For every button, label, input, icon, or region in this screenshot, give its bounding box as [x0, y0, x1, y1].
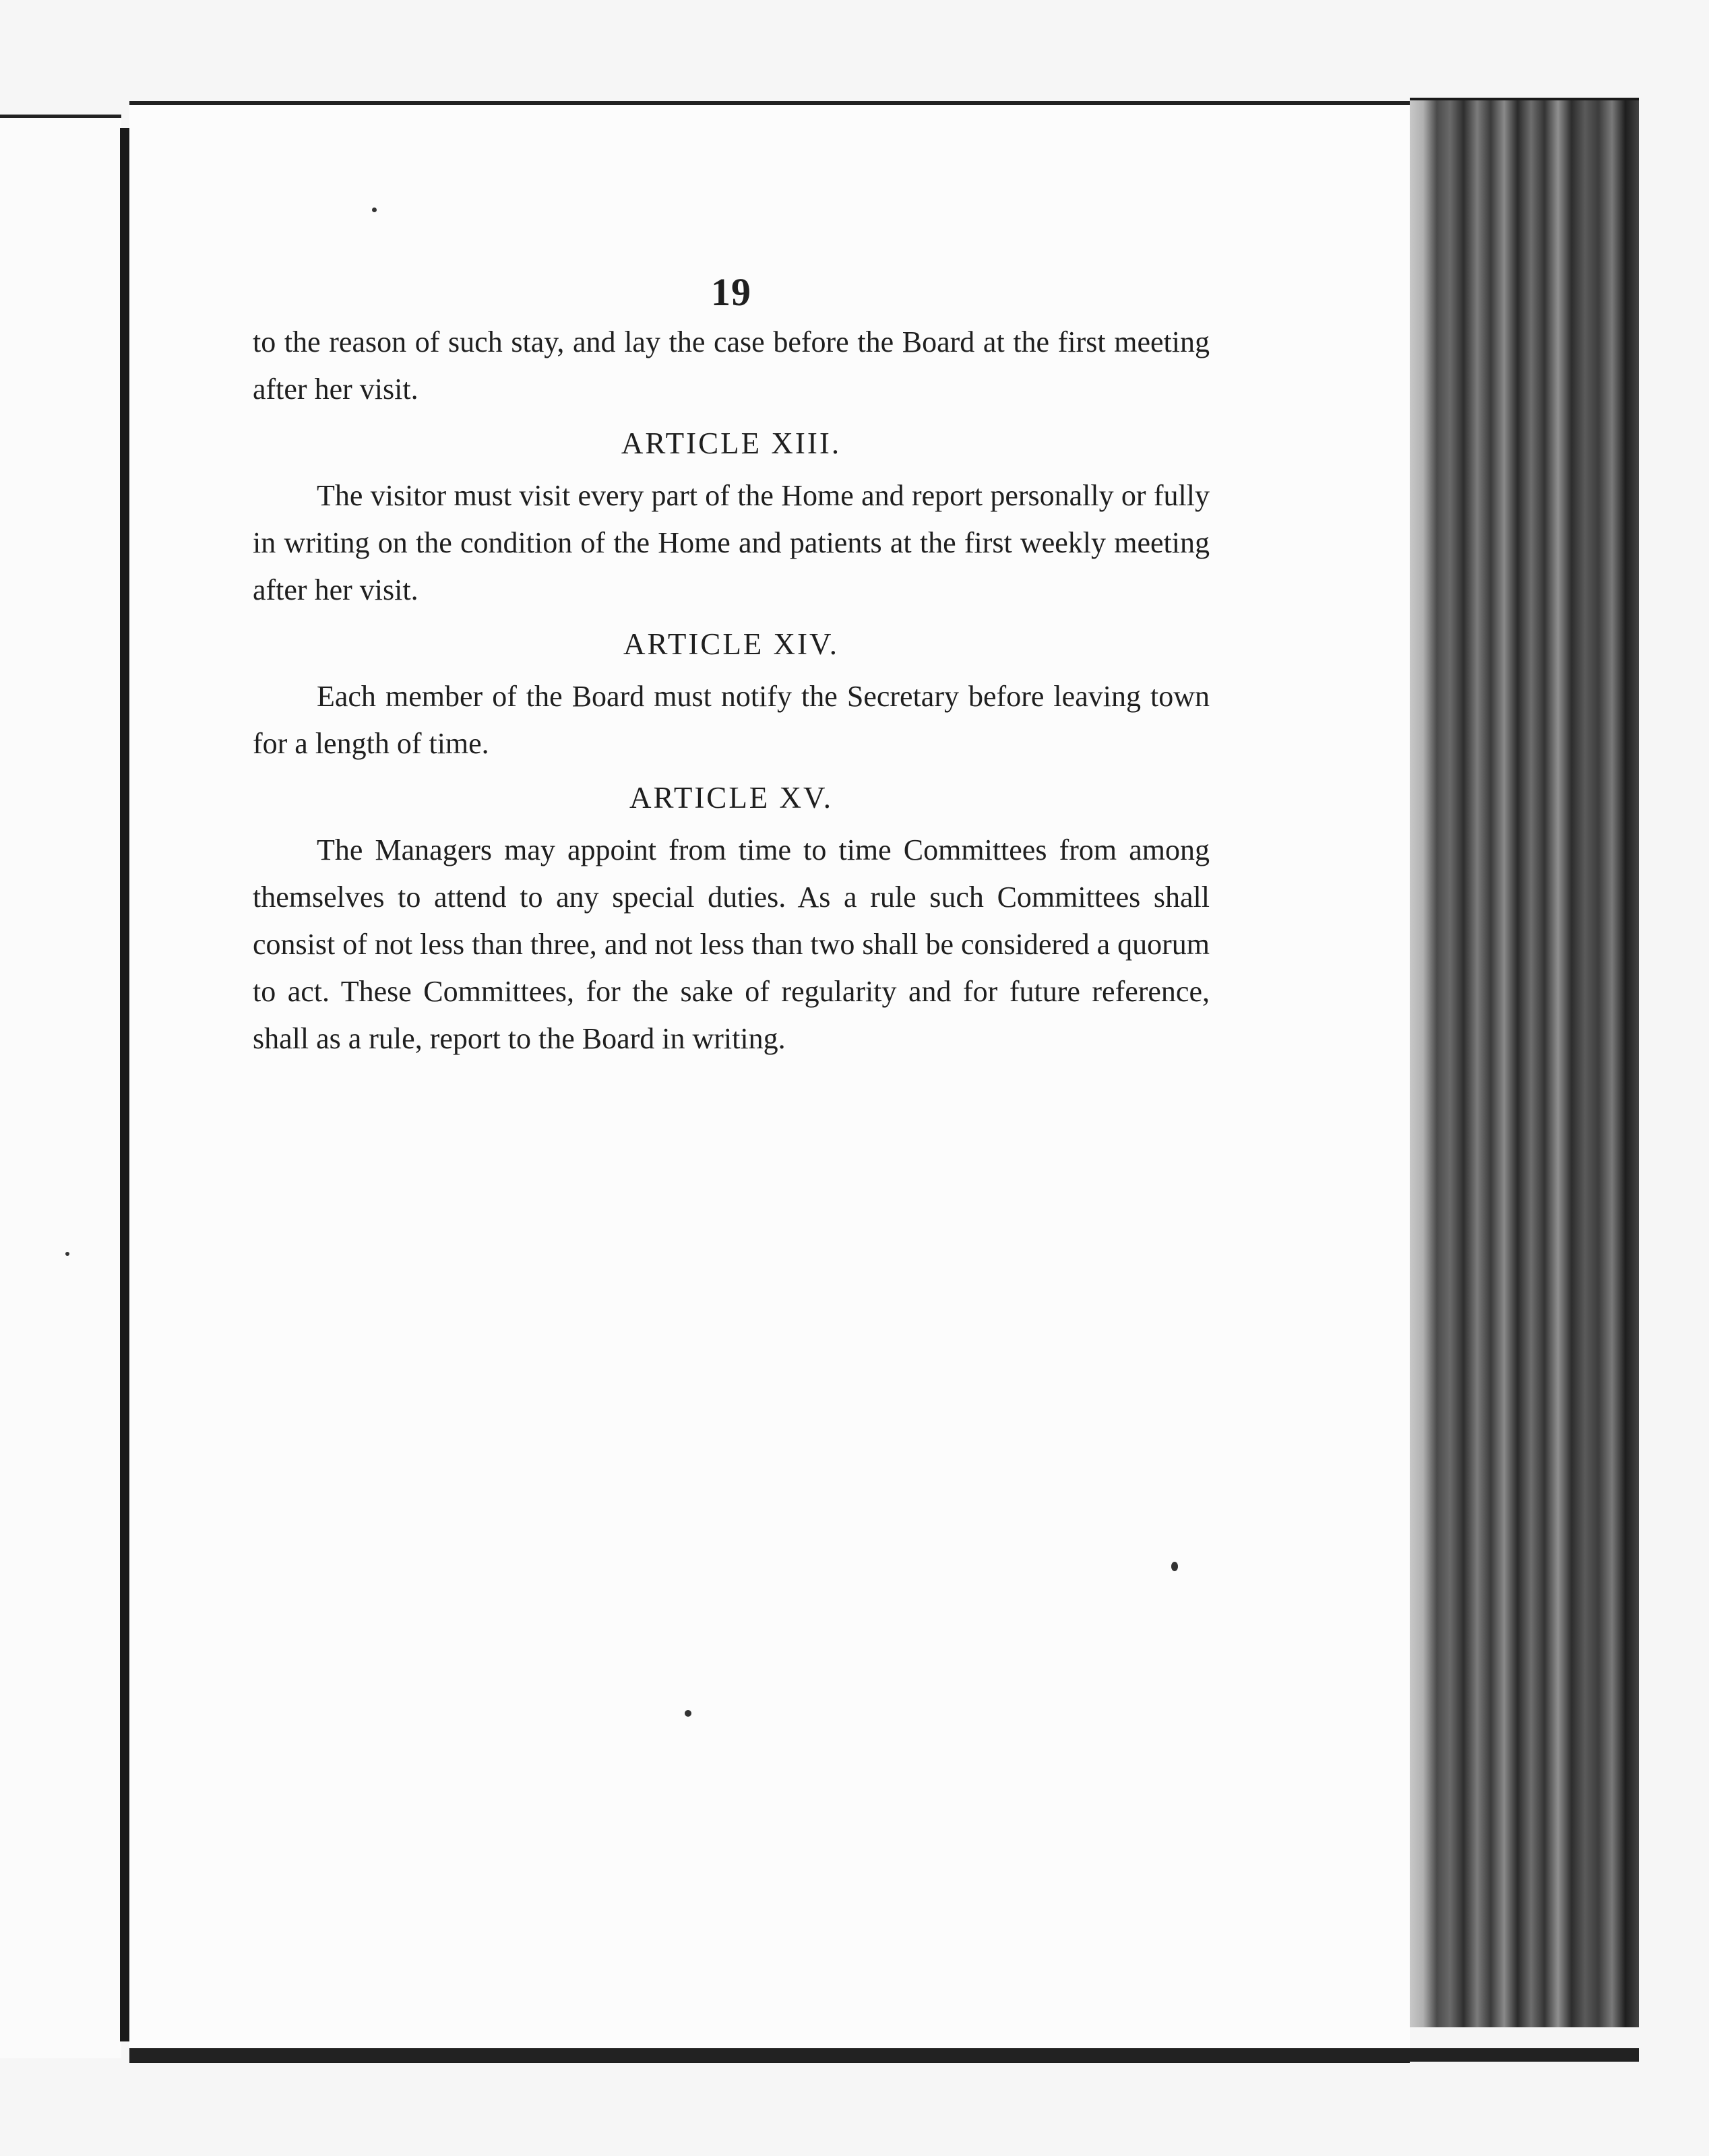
- page-text-block: [253, 270, 1210, 1063]
- book-bottom-edge: [129, 2048, 1639, 2062]
- book-page-edges: [1410, 98, 1639, 2027]
- book-gutter: [120, 128, 129, 2041]
- scan-speck: [372, 208, 377, 212]
- page-number: 19: [711, 270, 751, 314]
- article-heading: ARTICLE XV.: [629, 781, 833, 815]
- scan-speck: [685, 1710, 691, 1717]
- scan-speck: [65, 1252, 69, 1256]
- article-text: Each member of the Board must notify the Secretary before leaving town for a length of time.: [253, 680, 1210, 760]
- facing-page-edge: [0, 115, 121, 2058]
- article-text: The Managers may appoint from time to time Committees from among themselves to attend to any special duties. As a rule such Committees shall consist of not less than three, and not less than two shall be considered a quorum to act. These Committees, for the sake of regularity and for future reference, shall as a rule, report to the Board in writing.: [253, 833, 1210, 1055]
- article-text: The visitor must visit every part of the Home and report personally or fully in writing on the condition of the Home and patients at the first weekly meeting after her visit.: [253, 479, 1210, 606]
- article-heading: ARTICLE XIII.: [621, 426, 842, 460]
- article-heading: ARTICLE XIV.: [623, 627, 839, 661]
- scan-speck: [1171, 1562, 1178, 1571]
- intro-paragraph: to the reason of such stay, and lay the case before the Board at the first meeting after her visit.: [253, 325, 1210, 406]
